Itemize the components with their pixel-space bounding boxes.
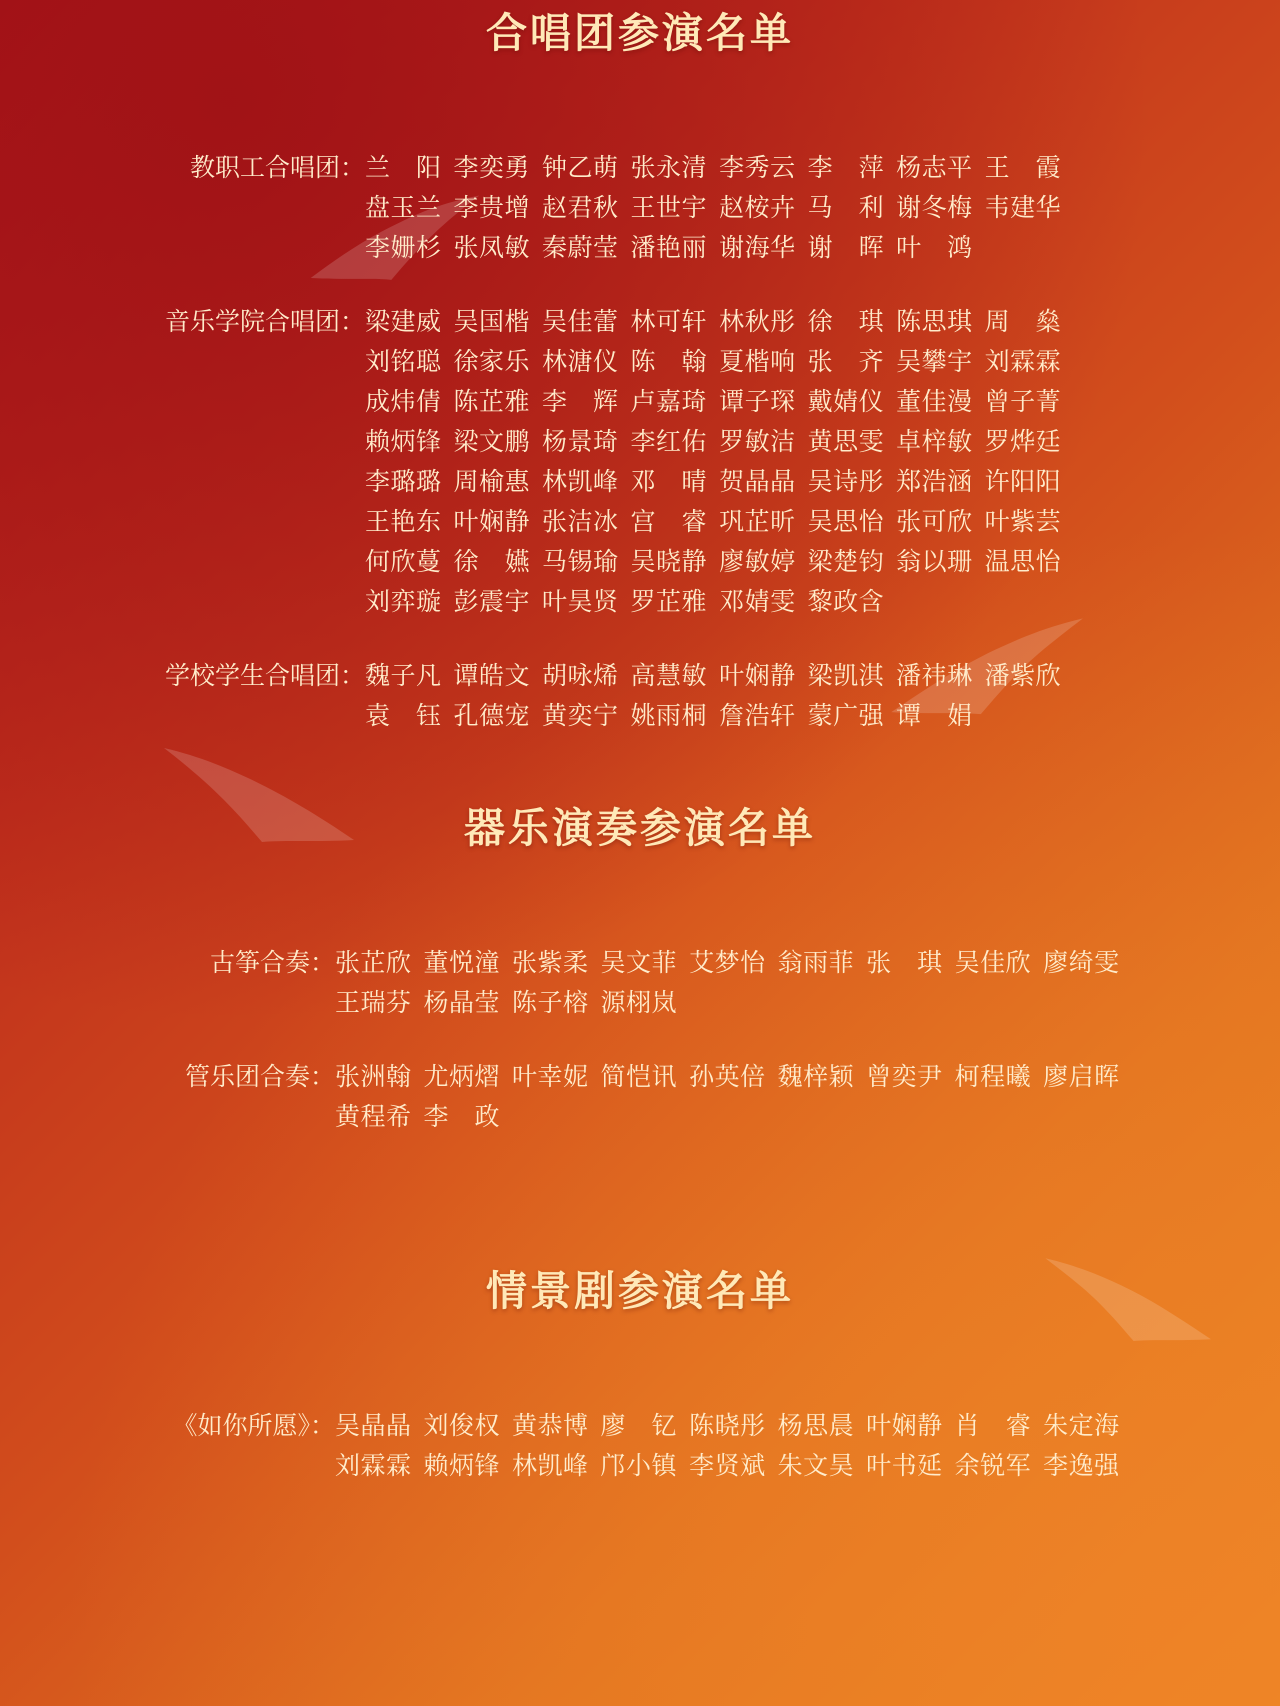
participant-name: 潘艳丽 xyxy=(630,235,708,262)
participant-name: 梁凯淇 xyxy=(807,663,885,690)
participant-name: 姚雨桐 xyxy=(630,703,708,730)
participant-name: 罗敏洁 xyxy=(719,429,796,456)
entry-label-wind-band: 管乐团合奏： xyxy=(184,1064,335,1091)
participant-name: 叶 鸿 xyxy=(896,235,973,262)
entry-label-guzheng: 古筝合奏： xyxy=(209,950,335,977)
participant-name: 梁文鹏 xyxy=(453,429,531,456)
participant-name: 董悦潼 xyxy=(423,950,501,977)
participant-name: 叶娴静 xyxy=(719,663,796,690)
participant-name: 吴攀宇 xyxy=(896,349,973,376)
participant-name: 李 萍 xyxy=(807,155,885,182)
participant-name: 张 琪 xyxy=(866,950,943,977)
participant-name: 李贤斌 xyxy=(689,1453,766,1480)
participant-name: 黄思雯 xyxy=(807,429,885,456)
participant-name: 谢海华 xyxy=(719,235,796,262)
participant-name: 刘霖霖 xyxy=(984,349,1062,376)
participant-name: 许阳阳 xyxy=(984,469,1062,496)
participant-name: 潘紫欣 xyxy=(984,663,1062,690)
participant-name: 董佳漫 xyxy=(896,389,973,416)
entry-label-as-you-wish: 《如你所愿》： xyxy=(172,1413,335,1440)
participant-name: 马锡瑜 xyxy=(542,549,619,576)
participant-name: 廖绮雯 xyxy=(1043,950,1120,977)
participant-name: 谢 晖 xyxy=(807,235,885,262)
participant-name: 徐 琪 xyxy=(807,309,885,336)
participant-name: 叶娴静 xyxy=(453,509,531,536)
participant-name: 张永清 xyxy=(630,155,708,182)
participant-name: 李 政 xyxy=(423,1104,501,1131)
participant-name: 孙英倍 xyxy=(689,1064,766,1091)
participant-name: 胡咏烯 xyxy=(542,663,619,690)
participant-name: 曾奕尹 xyxy=(866,1064,943,1091)
participant-name: 叶紫芸 xyxy=(984,509,1062,536)
participant-name: 黄程希 xyxy=(335,1104,412,1131)
participant-name: 李红佑 xyxy=(630,429,708,456)
participant-name: 黎政含 xyxy=(807,589,885,616)
entry-row xyxy=(135,1407,1145,1487)
participant-name: 刘俊权 xyxy=(423,1413,501,1440)
participant-name: 源栩岚 xyxy=(600,990,678,1017)
participant-name: 周 燊 xyxy=(984,309,1062,336)
participant-name: 梁建威 xyxy=(365,309,442,336)
participant-name: 刘霖霖 xyxy=(335,1453,412,1480)
entry-names-as-you-wish xyxy=(335,1407,1145,1487)
participant-name: 张紫柔 xyxy=(512,950,589,977)
participant-name: 张可欣 xyxy=(896,509,973,536)
participant-name: 张 齐 xyxy=(807,349,885,376)
participant-name: 彭震宇 xyxy=(453,589,531,616)
participant-name: 王艳东 xyxy=(365,509,442,536)
entry-row xyxy=(135,657,1145,737)
entry-row xyxy=(135,149,1145,269)
participant-name: 袁 钰 xyxy=(365,703,442,730)
section-drama-body xyxy=(135,1407,1145,1487)
participant-name: 谢冬梅 xyxy=(896,195,973,222)
participant-name: 郑浩涵 xyxy=(896,469,973,496)
participant-name: 夏楷响 xyxy=(719,349,796,376)
entry-names-student-chorus xyxy=(365,657,1145,737)
entry-names-wind-band xyxy=(335,1058,1145,1138)
participant-name: 杨思晨 xyxy=(777,1413,855,1440)
participant-name: 李 辉 xyxy=(542,389,619,416)
entry-names-staff-chorus xyxy=(365,149,1145,269)
participant-name: 叶娴静 xyxy=(866,1413,943,1440)
participant-name: 邓婧雯 xyxy=(719,589,796,616)
participant-name: 卓梓敏 xyxy=(896,429,973,456)
participant-name: 魏子凡 xyxy=(365,663,442,690)
participant-name: 李璐璐 xyxy=(365,469,442,496)
participant-name: 林可轩 xyxy=(630,309,708,336)
entry-row xyxy=(135,944,1145,1024)
participant-name: 曾子菁 xyxy=(984,389,1062,416)
participant-name: 陈子榕 xyxy=(512,990,589,1017)
participant-name: 钟乙萌 xyxy=(542,155,619,182)
participant-name: 秦蔚莹 xyxy=(542,235,619,262)
participant-name: 刘弈璇 xyxy=(365,589,442,616)
participant-name: 廖敏婷 xyxy=(719,549,796,576)
entry-row xyxy=(135,1058,1145,1138)
participant-name: 李贵增 xyxy=(453,195,531,222)
participant-name: 吴佳蕾 xyxy=(542,309,619,336)
participant-name: 赵君秋 xyxy=(542,195,619,222)
participant-name: 高慧敏 xyxy=(630,663,708,690)
participant-name: 杨志平 xyxy=(896,155,973,182)
participant-name: 赖炳锋 xyxy=(423,1453,501,1480)
participant-name: 卢嘉琦 xyxy=(630,389,708,416)
participant-name: 王 霞 xyxy=(984,155,1062,182)
participant-name: 魏梓颖 xyxy=(777,1064,855,1091)
participant-name: 盘玉兰 xyxy=(365,195,442,222)
entry-label-staff-chorus: 教职工合唱团： xyxy=(189,155,365,182)
participant-name: 余锐军 xyxy=(954,1453,1032,1480)
participant-name: 杨晶莹 xyxy=(423,990,501,1017)
participant-name: 温思怡 xyxy=(984,549,1062,576)
entry-label-music-college-chorus: 音乐学院合唱团： xyxy=(164,309,365,336)
participant-name: 陈晓彤 xyxy=(689,1413,766,1440)
section-title-drama: 情景剧参演名单 xyxy=(486,1267,794,1315)
participant-name: 吴晶晶 xyxy=(335,1413,412,1440)
participant-name: 张洲翰 xyxy=(335,1064,412,1091)
participant-name: 杨景琦 xyxy=(542,429,619,456)
participant-name: 吴诗彤 xyxy=(807,469,885,496)
participant-name: 叶书延 xyxy=(866,1453,943,1480)
participant-name: 朱定海 xyxy=(1043,1413,1120,1440)
participant-name: 罗烨廷 xyxy=(984,429,1062,456)
section-instrumental-body xyxy=(135,944,1145,1138)
participant-name: 巩芷昕 xyxy=(719,509,796,536)
participant-name: 朱文昊 xyxy=(777,1453,855,1480)
section-title-instrumental: 器乐演奏参演名单 xyxy=(464,804,816,852)
participant-name: 邝小镇 xyxy=(600,1453,678,1480)
participant-name: 李姗杉 xyxy=(365,235,442,262)
entry-row xyxy=(135,303,1145,623)
participant-name: 赵桉卉 xyxy=(719,195,796,222)
participant-name: 吴文菲 xyxy=(600,950,678,977)
participant-name: 马 利 xyxy=(807,195,885,222)
participant-name: 兰 阳 xyxy=(365,155,442,182)
participant-name: 徐 嬿 xyxy=(453,549,531,576)
participant-name: 戴婧仪 xyxy=(807,389,885,416)
participant-name: 艾梦怡 xyxy=(689,950,766,977)
participant-name: 廖启晖 xyxy=(1043,1064,1120,1091)
participant-name: 翁雨菲 xyxy=(777,950,855,977)
participant-name: 吴国楷 xyxy=(453,309,531,336)
participant-name: 翁以珊 xyxy=(896,549,973,576)
entry-names-music-college-chorus xyxy=(365,303,1145,623)
participant-name: 谭皓文 xyxy=(453,663,531,690)
participant-name: 吴晓静 xyxy=(630,549,708,576)
participant-name: 王世宇 xyxy=(630,195,708,222)
section-chorus-body xyxy=(135,149,1145,737)
participant-name: 孔德宠 xyxy=(453,703,531,730)
entry-names-guzheng xyxy=(335,944,1145,1024)
participant-name: 何欣蔓 xyxy=(365,549,442,576)
participant-name: 林秋彤 xyxy=(719,309,796,336)
participant-name: 吴思怡 xyxy=(807,509,885,536)
participant-name: 林凯峰 xyxy=(512,1453,589,1480)
participant-name: 叶幸妮 xyxy=(512,1064,589,1091)
participant-name: 宫 睿 xyxy=(630,509,708,536)
participant-name: 简恺讯 xyxy=(600,1064,678,1091)
participant-name: 谭 娟 xyxy=(896,703,973,730)
participant-name: 韦建华 xyxy=(984,195,1062,222)
participant-name: 梁楚钧 xyxy=(807,549,885,576)
participant-name: 邓 晴 xyxy=(630,469,708,496)
participant-name: 潘祎琳 xyxy=(896,663,973,690)
participant-name: 李秀云 xyxy=(719,155,796,182)
participant-name: 赖炳锋 xyxy=(365,429,442,456)
participant-name: 尤炳熠 xyxy=(423,1064,501,1091)
participant-name: 王瑞芬 xyxy=(335,990,412,1017)
participant-name: 黄奕宁 xyxy=(542,703,619,730)
participant-name: 贺晶晶 xyxy=(719,469,796,496)
entry-label-student-chorus: 学校学生合唱团： xyxy=(164,663,365,690)
section-title-chorus: 合唱团参演名单 xyxy=(486,9,794,57)
participant-name: 徐家乐 xyxy=(453,349,531,376)
participant-name: 柯程曦 xyxy=(954,1064,1032,1091)
participant-name: 张洁冰 xyxy=(542,509,619,536)
participant-name: 张凤敏 xyxy=(453,235,531,262)
participant-name: 叶昊贤 xyxy=(542,589,619,616)
participant-name: 刘铭聪 xyxy=(365,349,442,376)
participant-name: 李奕勇 xyxy=(453,155,531,182)
participant-name: 成炜倩 xyxy=(365,389,442,416)
participant-name: 罗芷雅 xyxy=(630,589,708,616)
participant-name: 陈 翰 xyxy=(630,349,708,376)
participant-name: 林溏仪 xyxy=(542,349,619,376)
participant-name: 陈芷雅 xyxy=(453,389,531,416)
participant-name: 蒙广强 xyxy=(807,703,885,730)
participant-name: 詹浩轩 xyxy=(719,703,796,730)
participant-name: 廖 钇 xyxy=(600,1413,678,1440)
participant-name: 黄恭博 xyxy=(512,1413,589,1440)
participant-name: 李逸强 xyxy=(1043,1453,1120,1480)
participant-name: 周榆惠 xyxy=(453,469,531,496)
participant-name: 吴佳欣 xyxy=(954,950,1032,977)
participant-name: 谭子琛 xyxy=(719,389,796,416)
participant-name: 林凯峰 xyxy=(542,469,619,496)
participant-name: 肖 睿 xyxy=(954,1413,1032,1440)
participant-name: 张芷欣 xyxy=(335,950,412,977)
participant-name: 陈思琪 xyxy=(896,309,973,336)
